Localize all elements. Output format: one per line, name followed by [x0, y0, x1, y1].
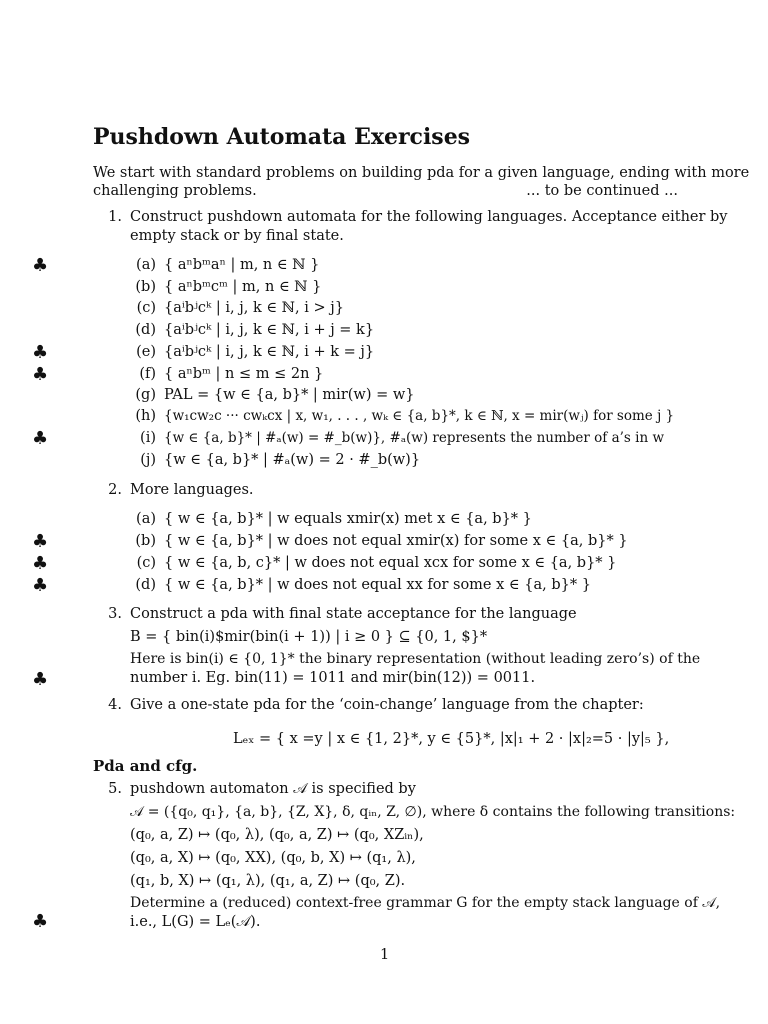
item-text: { w ∈ {a, b}* | w equals xmir(x) met x ∈ {a, b}* }: [164, 511, 532, 527]
page-number: 1: [380, 947, 390, 963]
item-label: (h): [135, 408, 156, 424]
item-label: (j): [140, 452, 156, 468]
item-text: { aⁿbᵐaⁿ | m, n ∈ ℕ }: [164, 257, 320, 273]
item-label: (d): [135, 577, 156, 593]
exercise-5-number: 5.: [108, 781, 122, 797]
club-icon: ♣: [32, 342, 49, 363]
item-text: {aⁱbʲcᵏ | i, j, k ∈ ℕ, i + j = k}: [164, 322, 375, 338]
item-text: PAL = {w ∈ {a, b}* | mir(w) = w}: [164, 387, 415, 403]
exercise-5-line-4: (q₀, a, X) ↦ (q₀, XX), (q₀, b, X) ↦ (q₁, λ),: [130, 850, 416, 866]
exercise-5-line-3: (q₀, a, Z) ↦ (q₀, λ), (q₀, a, Z) ↦ (q₀, XZᵢₙ),: [130, 827, 424, 843]
club-icon: ♣: [32, 255, 49, 276]
section-heading: Pda and cfg.: [93, 757, 198, 775]
item-text: { aⁿbᵐ | n ≤ m ≤ 2n }: [164, 366, 324, 382]
club-icon: ♣: [32, 669, 49, 690]
item-text: { w ∈ {a, b}* | w does not equal xx for some x ∈ {a, b}* }: [164, 577, 591, 593]
item-text: {w ∈ {a, b}* | #ₐ(w) = #_b(w)}, #ₐ(w) represents the number of a’s in w: [164, 430, 665, 446]
coin-change-formula: Lₑₓ = { x =y | x ∈ {1, 2}*, y ∈ {5}*, |x|₁ + 2 · |x|₂=5 · |y|₅ },: [233, 731, 670, 747]
club-icon: ♣: [32, 428, 49, 449]
exercise-3-line-2: B = { bin(i)$mir(bin(i + 1)) | i ≥ 0 } ⊆ {0, 1, $}*: [130, 629, 488, 645]
item-label: (a): [136, 257, 156, 273]
intro-line-1: We start with standard problems on building pda for a given language, ending with more: [93, 165, 750, 181]
exercise-1-number: 1.: [108, 209, 122, 225]
to-be-continued: ... to be continued ...: [526, 183, 678, 199]
club-icon: ♣: [32, 911, 49, 932]
exercise-5-line-2: 𝒜 = ({q₀, q₁}, {a, b}, {Z, X}, δ, qᵢₙ, Z, ∅), where δ contains the following transitions:: [130, 804, 736, 820]
exercise-1-text-line-1: Construct pushdown automata for the following languages. Acceptance either by: [130, 209, 728, 225]
exercise-5-line-6: Determine a (reduced) context-free grammar G for the empty stack language of 𝒜,: [130, 895, 721, 911]
exercise-5-line-5: (q₁, b, X) ↦ (q₁, λ), (q₁, a, Z) ↦ (q₀, Z).: [130, 873, 406, 889]
exercise-3-line-3: Here is bin(i) ∈ {0, 1}* the binary representation (without leading zero’s) of the: [130, 651, 701, 667]
item-label: (f): [139, 366, 156, 382]
exercise-4-line-1: Give a one-state pda for the ‘coin-change’ language from the chapter:: [130, 697, 644, 713]
item-text: {w ∈ {a, b}* | #ₐ(w) = 2 · #_b(w)}: [164, 452, 421, 468]
exercise-1-text-line-2: empty stack or by final state.: [130, 228, 344, 244]
exercise-5-line-1: pushdown automaton 𝒜 is specified by: [130, 781, 416, 797]
item-text: {w₁cw₂c ··· cwₖcx | x, w₁, . . . , wₖ ∈ {a, b}*, k ∈ ℕ, x = mir(wⱼ) for some j }: [164, 408, 675, 424]
club-icon: ♣: [32, 553, 49, 574]
exercise-3-line-4: number i. Eg. bin(11) = 1011 and mir(bin(12)) = 0011.: [130, 670, 536, 686]
item-text: { w ∈ {a, b, c}* | w does not equal xcx for some x ∈ {a, b}* }: [164, 555, 617, 571]
exercise-2-number: 2.: [108, 482, 122, 498]
exercise-3-number: 3.: [108, 606, 122, 622]
item-label: (c): [136, 555, 156, 571]
intro-line-2: challenging problems.: [93, 183, 257, 199]
item-label: (b): [135, 279, 156, 295]
item-label: (d): [135, 322, 156, 338]
item-label: (g): [135, 387, 156, 403]
item-text: { aⁿbᵐcᵐ | m, n ∈ ℕ }: [164, 279, 322, 295]
club-icon: ♣: [32, 531, 49, 552]
exercise-4-number: 4.: [108, 697, 122, 713]
exercise-3-line-1: Construct a pda with final state acceptance for the language: [130, 606, 577, 622]
item-label: (c): [136, 300, 156, 316]
item-text: {aⁱbʲcᵏ | i, j, k ∈ ℕ, i + k = j}: [164, 344, 375, 360]
item-text: { w ∈ {a, b}* | w does not equal xmir(x) for some x ∈ {a, b}* }: [164, 533, 628, 549]
exercise-5-line-7: i.e., L(G) = Lₑ(𝒜).: [130, 914, 261, 930]
item-label: (a): [136, 511, 156, 527]
item-label: (e): [136, 344, 156, 360]
exercise-2-text: More languages.: [130, 482, 254, 498]
item-label: (i): [140, 430, 156, 446]
page-title: Pushdown Automata Exercises: [93, 124, 471, 150]
club-icon: ♣: [32, 575, 49, 596]
item-text: {aⁱbʲcᵏ | i, j, k ∈ ℕ, i > j}: [164, 300, 344, 316]
club-icon: ♣: [32, 364, 49, 385]
item-label: (b): [135, 533, 156, 549]
